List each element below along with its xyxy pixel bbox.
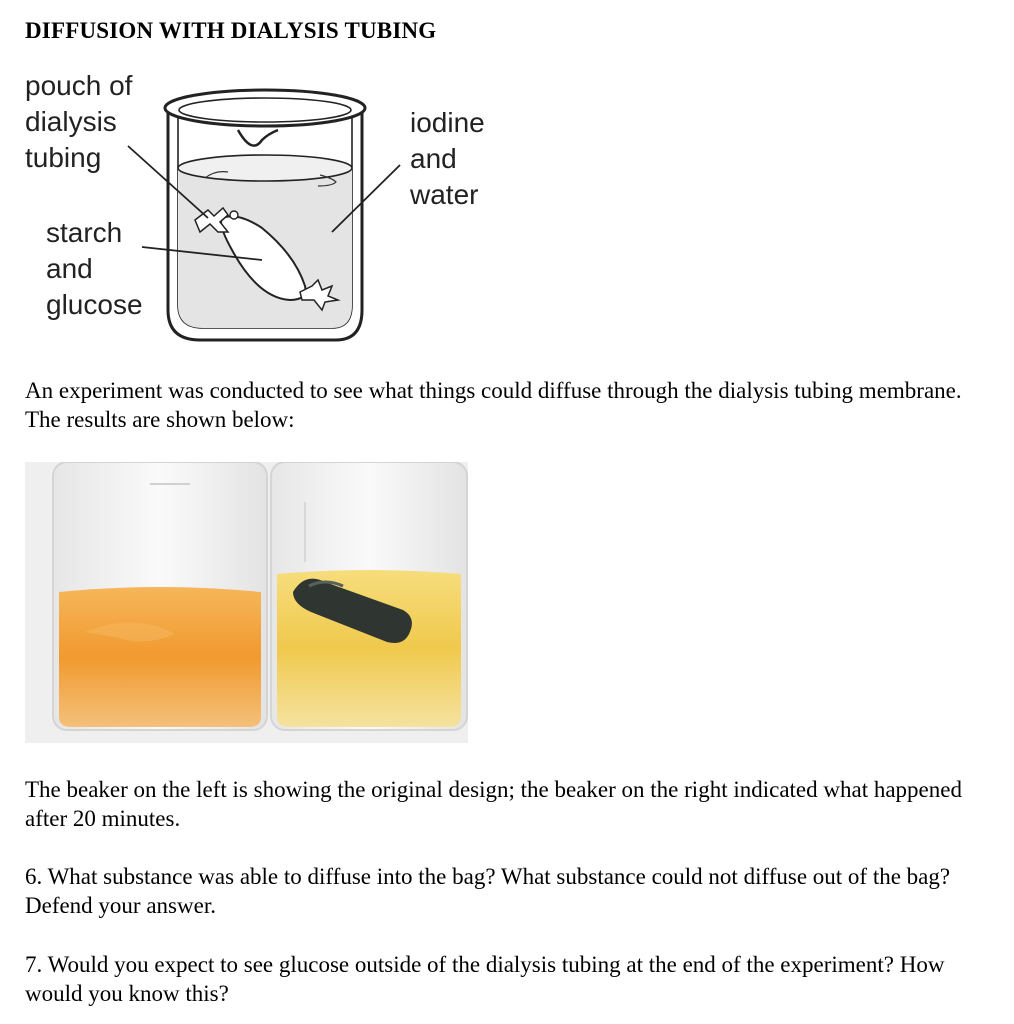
- question-6: 6. What substance was able to diffuse into the bag? What substance could not diffuse out of the bag? Defend your answer.: [25, 864, 951, 918]
- solution-label: [410, 105, 485, 213]
- beaker-description: The beaker on the left is showing the original design; the beaker on the right indicated what happened after 20 minutes.: [25, 777, 962, 831]
- document-title: DIFFUSION WITH DIALYSIS TUBING: [25, 18, 437, 43]
- contents-label-line-2: and: [46, 253, 93, 284]
- solution-label-line-2: and: [410, 143, 457, 174]
- contents-label-line-3: glucose: [46, 289, 143, 320]
- pouch-label-line-3: tubing: [25, 142, 102, 173]
- beaker-diagram: [0, 60, 520, 360]
- beakers-photo-illustration: [25, 462, 468, 743]
- results-photo: [25, 462, 468, 743]
- intro-paragraph: An experiment was conducted to see what things could diffuse through the dialysis tubing membrane. The results are shown below:: [25, 378, 962, 432]
- pouch-label: [25, 68, 132, 176]
- contents-label: [46, 215, 143, 323]
- left-beaker-solution: [59, 587, 261, 727]
- solution-label-line-1: iodine: [410, 107, 485, 138]
- contents-label-line-1: starch: [46, 217, 123, 248]
- pouch-label-line-2: dialysis: [25, 106, 117, 137]
- pouch-label-line-1: pouch of: [25, 70, 133, 101]
- question-7: 7. Would you expect to see glucose outside of the dialysis tubing at the end of the experiment? How would you know this?: [25, 952, 945, 1006]
- solution-label-line-3: water: [410, 179, 479, 210]
